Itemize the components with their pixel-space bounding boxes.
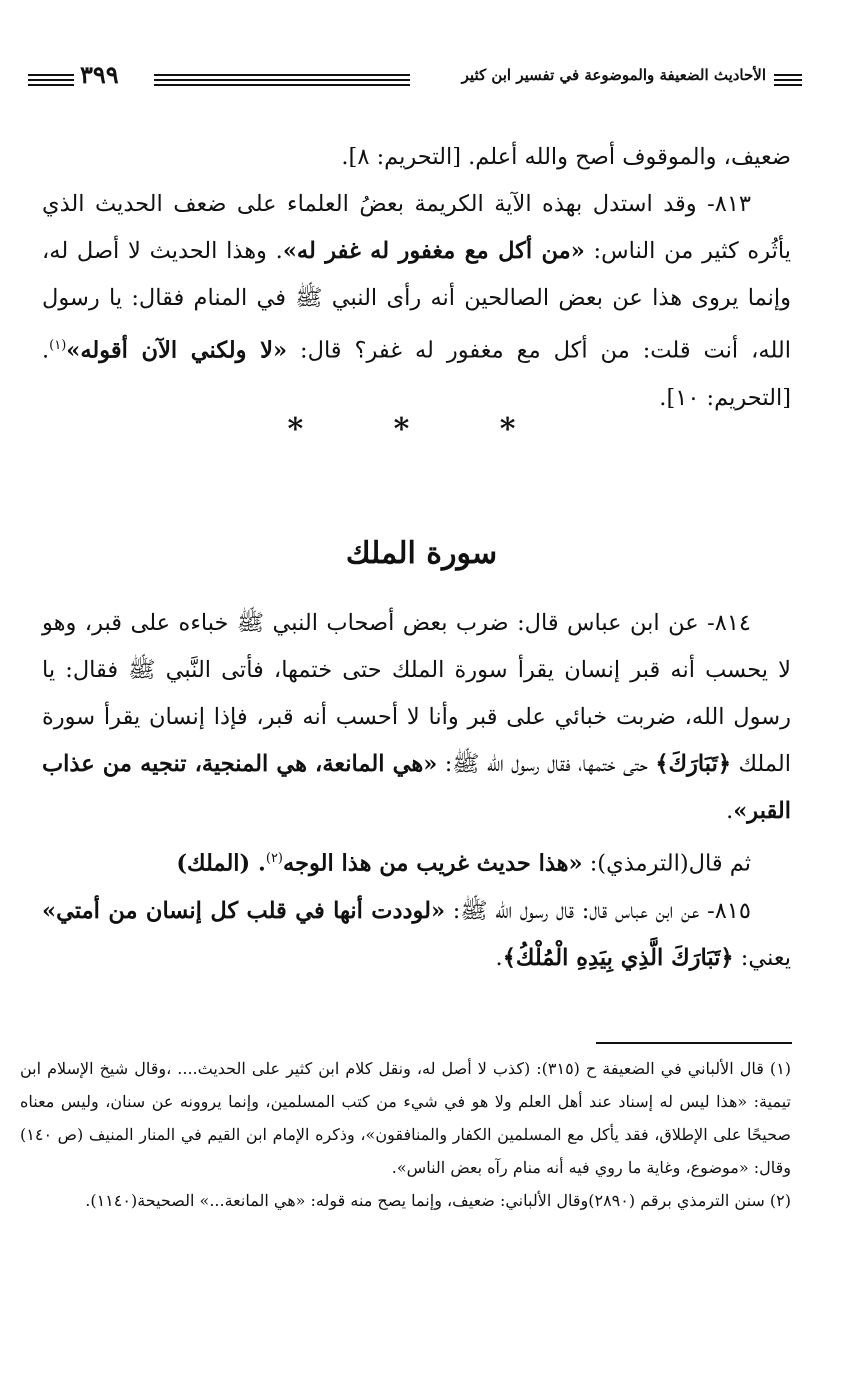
fn1-text-b: شيخ الإسلام ابن تيمية: «هذا ليس له إسناد عند أهل العلم ولا هو في شيء من كتب المسلمين، وإنما يروونه عن سنان، وليس معناه صحيحًا على الإطلاق، فقد يأكل مع المسلمين الكفار والمنافقون»، وذكره الإمام ابن القيم في المنار المنيف (ص ١٤٠) وقال: «موضوع، وغاية ما روي فيه أنه منام رآه بعض الناس». [20,1059,791,1177]
header-rule-right-1 [774,74,802,76]
p4-text-a: ثم قال(الترمذي): [582,850,751,877]
footnote-ref-1[interactable]: (١) [49,338,67,353]
tirmidhi-comment [42,835,791,888]
footnote-1 [20,1052,791,1184]
p5-quran-ref: ﴿تَبَارَكَ الَّذِي بِيَدِهِ الْمُلْكُ﴾ [502,944,734,971]
fn2-text-b: الصحيحة(١١٤٠). [85,1191,195,1210]
page-number: ٣٩٩ [80,60,119,89]
header-rule-mid-1 [154,74,410,76]
p2-text-c: . وهذا الحديث لا أصل له، وإنما يروى هذا عن بعض الصالحين أنه رأى النبي ﷺ في المنام فقال: يا رسول الله، أنت قلت: من أكل مع مغفور له غفر؟ قال: [42,238,791,364]
p3-text-a: ٨١٤- عن ابن عباس قال: ضرب بعض أصحاب النبي ﷺ خباءه على قبر، وهو لا يحسب أنه قبر إنسان يقرأ سورة الملك حتى ختمها، فأتى النَّبي ﷺ فقال: يا رسول الله، ضربت خبائي على قبر وأنا لا أحسب أنه قبر، فإذا إنسان يقرأ سورة الملك [42,610,791,777]
p5-text-c: يعني: [733,944,791,971]
p1-text: ضعيف، والموقوف أصح والله أعلم. [التحريم: ٨]. [341,144,791,170]
hadith-815 [42,888,791,982]
header-rule-mid-3 [154,84,410,86]
header-rule-left-3 [28,84,74,86]
sura-section [42,600,791,982]
book-title: الأحاديث الضعيفة والموضوعة في تفسير ابن كثير [461,66,766,84]
p5-quote: «لوددت أنها في قلب كل إنسان من أمتي» [42,897,446,924]
p2-text-e: . [التحريم: ١٠]. [42,337,791,411]
running-header [28,62,802,102]
footnote-2 [20,1184,791,1217]
hadith-813 [42,181,791,422]
header-rule-left-2 [28,79,74,81]
p5-text-e: . [495,944,503,971]
footnote-divider [596,1042,792,1044]
fn2-text-a: (٢) سنن الترمذي برقم (٢٨٩٠)وقال الألباني: ضعيف، وإنما يصح منه قوله: «هي المانعة...» [199,1191,791,1210]
p2-text-a: ٨١٣- وقد استدل بهذه الآية الكريمة بعضُ العلماء على ضعف الحديث الذي يأثُره كثير من الناس: [42,191,792,264]
footnote-ref-2[interactable]: (٢) [265,851,283,866]
hadith-814 [42,600,791,835]
top-section [42,134,791,422]
p2-quote-2: «لا ولكني الآن أقوله» [66,337,288,364]
footnotes [20,1052,791,1217]
p2-quote-1: «من أكل مع مغفور له غفر له» [282,238,585,264]
p3-text-e: . [726,798,734,824]
paragraph-1 [42,134,791,181]
p5-text-a: ٨١٥- عن ابن عباس قال: قال رسول الله ﷺ: [445,897,751,924]
section-separator-stars: * * * [287,412,556,447]
sura-title: سورة الملك [345,536,498,571]
header-rule-left-1 [28,74,74,76]
header-rule-right-3 [774,84,802,86]
header-rule-right-2 [774,79,802,81]
p3-quote: «هي المانعة، هي المنجية، تنجيه من عذاب القبر» [42,751,791,824]
fn1-text-a: (١) قال الألباني في الضعيفة ح (٣١٥): (كذب لا أصل له، ونقل كلام ابن كثير على الحديث.... ،وقال [134,1059,792,1078]
p4-text-c: . (الملك) [176,850,266,877]
p3-quran-ref: ﴿تَبَارَكَ﴾ [655,751,732,777]
p4-quote: «هذا حديث غريب من هذا الوجه [283,850,583,877]
header-rule-mid-2 [154,79,410,81]
p3-text-c: حتى ختمها، فقال رسول الله ﷺ: [437,751,656,777]
